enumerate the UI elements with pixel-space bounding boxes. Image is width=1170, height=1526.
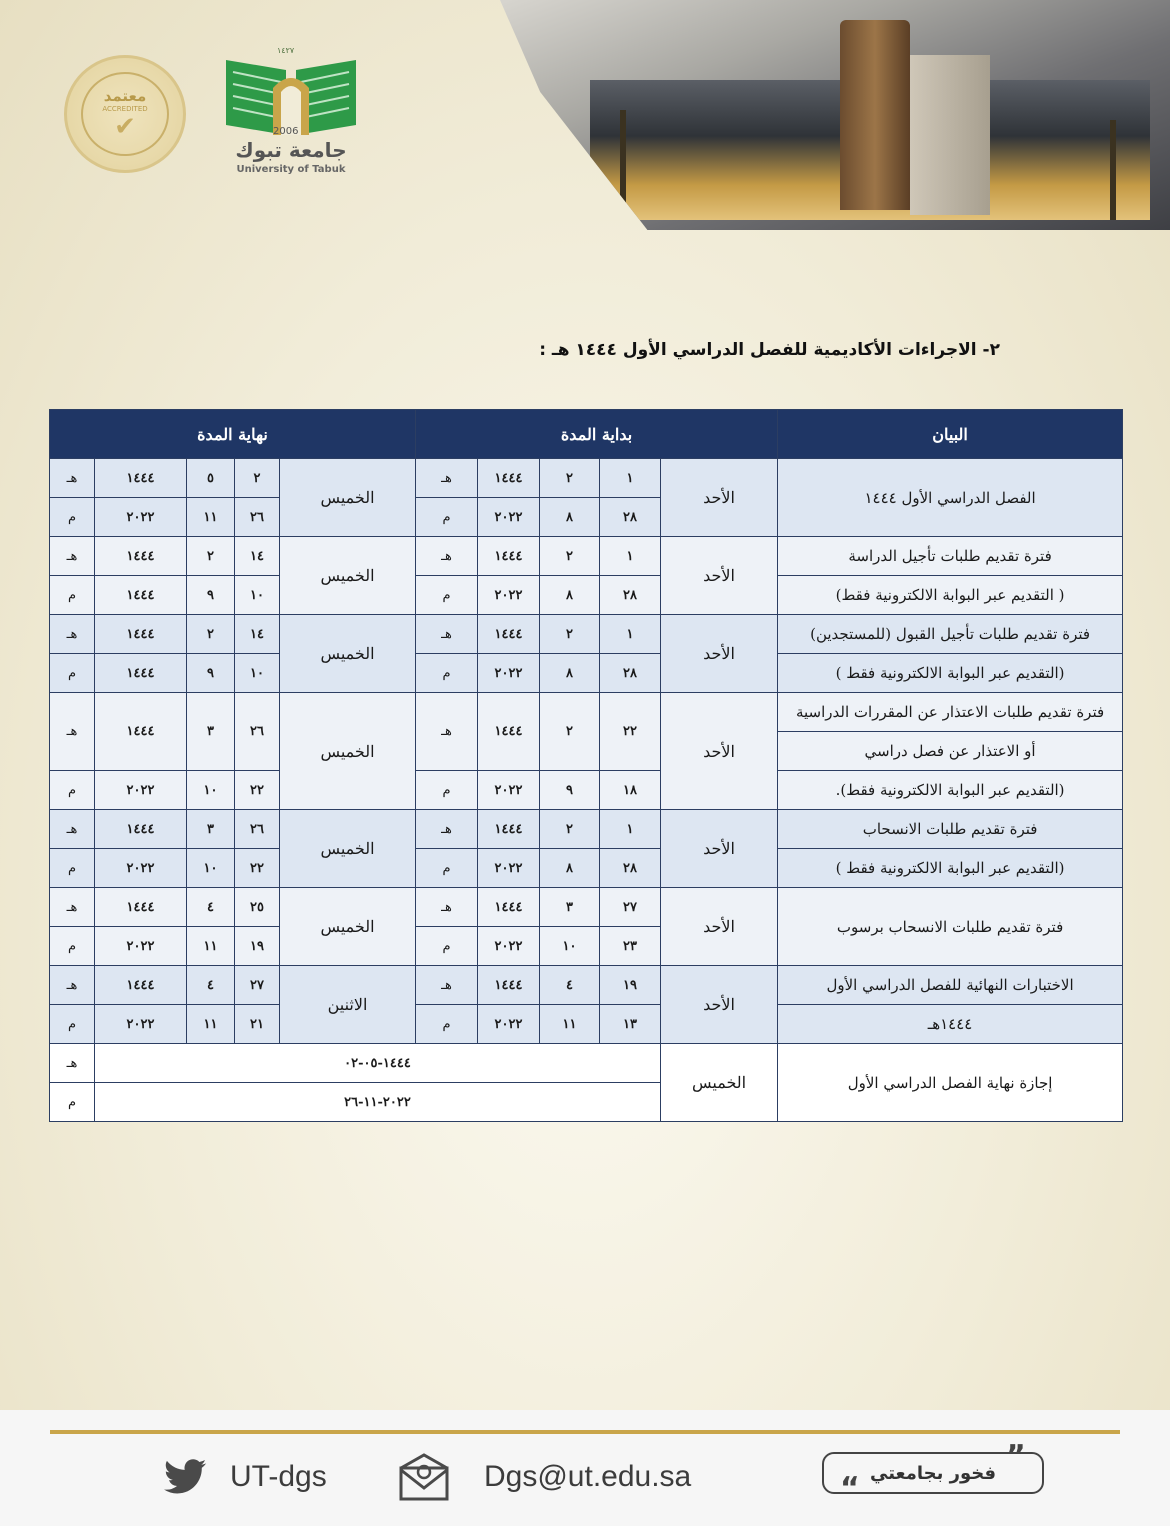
row-description: الفصل الدراسي الأول ١٤٤٤ [778,459,1123,537]
end-date-part: ٢٠٢٢ [95,1005,187,1044]
start-date-part: ٢٠٢٢ [478,576,540,615]
row-description-line: (التقديم عبر البوابة الالكترونية فقط ) [778,849,1123,888]
row-description-line: الاختبارات النهائية للفصل الدراسي الأول [778,966,1123,1005]
end-date-part: ٢ [187,537,235,576]
start-day: الأحد [661,966,778,1044]
start-date-part: ٨ [540,576,600,615]
end-calendar-unit: هـ [50,810,95,849]
campus-banner-image [500,0,1170,230]
row-description-line: (التقديم عبر البوابة الالكترونية فقط). [778,771,1123,810]
table-row [50,849,1123,888]
end-calendar-unit: م [50,771,95,810]
holiday-date: ٢٠٢٢-١١-٢٦ [95,1083,661,1122]
email-address: Dgs@ut.edu.sa [484,1460,692,1493]
university-logo [215,46,367,186]
end-date-part: ٢٠٢٢ [95,498,187,537]
start-date-part: ١٤٤٤ [478,810,540,849]
start-date-part: ٢٠٢٢ [478,849,540,888]
start-calendar-unit: هـ [416,615,478,654]
open-quote-icon: ” [1006,1439,1026,1474]
end-date-part: ٢٦ [235,498,280,537]
check-icon: ✔ [114,112,136,142]
start-calendar-unit: م [416,927,478,966]
end-date-part: ٢٢ [235,771,280,810]
start-date-part: ١٤٤٤ [478,459,540,498]
end-date-part: ١١ [187,498,235,537]
accreditation-word-ar: معتمد [103,87,147,105]
palm-tree [620,110,626,220]
start-date-part: ١ [600,615,661,654]
start-date-part: ٤ [540,966,600,1005]
start-date-part: ١٨ [600,771,661,810]
end-date-part: ٤ [187,888,235,927]
end-date-part: ١٠ [187,849,235,888]
start-date-part: ٢٨ [600,849,661,888]
twitter-contact[interactable] [160,1452,327,1502]
end-calendar-unit: م [50,654,95,693]
start-day: الأحد [661,888,778,966]
start-date-part: ٢ [540,459,600,498]
end-calendar-unit: م [50,849,95,888]
start-date-part: ٢ [540,537,600,576]
start-day: الأحد [661,615,778,693]
end-date-part: ٢٥ [235,888,280,927]
row-description-line: (التقديم عبر البوابة الالكترونية فقط ) [778,654,1123,693]
start-calendar-unit: م [416,576,478,615]
start-date-part: ٢٢ [600,693,661,771]
start-day: الأحد [661,459,778,537]
twitter-bird-icon [160,1455,212,1499]
accreditation-word-en: ACCREDITED [102,105,148,113]
university-name-ar: جامعة تبوك [235,138,347,162]
start-calendar-unit: هـ [416,459,478,498]
end-day: الخميس [280,810,416,888]
row-description-line: ١٤٤٤هـ [778,1005,1123,1044]
university-name-en: University of Tabuk [236,164,346,175]
end-calendar-unit: م [50,927,95,966]
start-date-part: ٢٠٢٢ [478,654,540,693]
end-calendar-unit: م [50,576,95,615]
footer-divider [50,1430,1120,1434]
start-calendar-unit: م [416,849,478,888]
start-date-part: ١٤٤٤ [478,537,540,576]
end-date-part: ١٤٤٤ [95,888,187,927]
end-date-part: ٢٠٢٢ [95,771,187,810]
end-date-part: ١٤٤٤ [95,615,187,654]
end-calendar-unit: م [50,1005,95,1044]
palm-tree [1110,120,1116,220]
end-calendar-unit: هـ [50,888,95,927]
start-date-part: ٣ [540,888,600,927]
holiday-description: إجازة نهاية الفصل الدراسي الأول [778,1044,1123,1122]
start-calendar-unit: م [416,1005,478,1044]
end-calendar-unit: هـ [50,693,95,771]
row-description-line: فترة تقديم طلبات تأجيل القبول (للمستجدين) [778,615,1123,654]
mail-icon [398,1452,450,1502]
end-calendar-unit: هـ [50,459,95,498]
accreditation-seal [64,55,186,173]
end-date-part: ٢٠٢٢ [95,849,187,888]
start-date-part: ١ [600,810,661,849]
end-date-part: ١٤٤٤ [95,810,187,849]
end-date-part: ١٤٤٤ [95,459,187,498]
start-calendar-unit: م [416,654,478,693]
end-date-part: ١٠ [235,576,280,615]
start-date-part: ١٩ [600,966,661,1005]
start-date-part: ٢٨ [600,498,661,537]
end-date-part: ٢١ [235,1005,280,1044]
academic-schedule-table [49,409,1123,1122]
page-footer [0,1410,1170,1526]
table-row [50,1005,1123,1044]
start-calendar-unit: هـ [416,810,478,849]
end-date-part: ١٤٤٤ [95,537,187,576]
end-date-part: ٢٠٢٢ [95,927,187,966]
row-description: فترة تقديم طلبات الانسحاب برسوب [778,888,1123,966]
start-calendar-unit: هـ [416,888,478,927]
end-date-part: ١٤ [235,615,280,654]
end-calendar-unit: هـ [50,537,95,576]
end-date-part: ٢٦ [235,693,280,771]
start-date-part: ٢ [540,693,600,771]
start-calendar-unit: هـ [416,693,478,771]
end-day: الخميس [280,537,416,615]
row-description-line: ( التقديم عبر البوابة الالكترونية فقط) [778,576,1123,615]
end-date-part: ٤ [187,966,235,1005]
start-date-part: ١٤٤٤ [478,966,540,1005]
start-date-part: ٢٨ [600,576,661,615]
end-date-part: ١٤٤٤ [95,966,187,1005]
table-row [50,888,1123,927]
start-date-part: ٢٧ [600,888,661,927]
slogan-text: فخور بجامعتي [869,1462,997,1484]
end-calendar-unit: هـ [50,966,95,1005]
table-row [50,771,1123,810]
end-date-part: ٩ [187,654,235,693]
start-date-part: ١ [600,459,661,498]
end-calendar-unit: م [50,498,95,537]
row-description-line: فترة تقديم طلبات الانسحاب [778,810,1123,849]
header-end-period: نهاية المدة [50,410,416,459]
start-date-part: ٢٠٢٢ [478,927,540,966]
end-day: الخميس [280,693,416,810]
start-date-part: ٢ [540,615,600,654]
start-date-part: ٢٠٢٢ [478,1005,540,1044]
end-date-part: ٣ [187,693,235,771]
email-contact[interactable] [398,1452,691,1502]
end-date-part: ٥ [187,459,235,498]
start-calendar-unit: هـ [416,537,478,576]
end-date-part: ٢ [235,459,280,498]
university-year: 2006 [273,126,299,137]
end-calendar-unit: هـ [50,615,95,654]
section-title: ٢- الاجراءات الأكاديمية للفصل الدراسي الأول ١٤٤٤ هـ : [539,340,1000,360]
start-date-part: ٢٠٢٢ [478,771,540,810]
end-date-part: ٢٦ [235,810,280,849]
start-date-part: ٢٨ [600,654,661,693]
start-date-part: ٢ [540,810,600,849]
end-date-part: ١١ [187,1005,235,1044]
table-row [50,537,1123,576]
university-year-hijri: ١٤٢٧ [277,46,295,55]
open-book-gate-icon [221,50,361,135]
end-date-part: ٢٢ [235,849,280,888]
end-date-part: ١٤٤٤ [95,576,187,615]
table-row [50,1044,1123,1083]
end-date-part: ١٠ [187,771,235,810]
start-date-part: ٨ [540,498,600,537]
end-date-part: ١٠ [235,654,280,693]
start-date-part: ١١ [540,1005,600,1044]
holiday-calendar-unit: م [50,1083,95,1122]
table-row [50,576,1123,615]
table-header-row [50,410,1123,459]
table-row [50,810,1123,849]
header-start-period: بداية المدة [416,410,778,459]
start-day: الأحد [661,537,778,615]
start-date-part: ٨ [540,849,600,888]
start-date-part: ١٠ [540,927,600,966]
end-day: الخميس [280,459,416,537]
header-description: البيان [778,410,1123,459]
start-calendar-unit: م [416,498,478,537]
end-date-part: ١٤٤٤ [95,693,187,771]
end-day: الخميس [280,615,416,693]
start-date-part: ١ [600,537,661,576]
start-date-part: ١٤٤٤ [478,888,540,927]
table-row [50,615,1123,654]
end-date-part: ١٤ [235,537,280,576]
start-date-part: ١٣ [600,1005,661,1044]
end-date-part: ١٩ [235,927,280,966]
close-quote-icon: “ [840,1471,860,1506]
end-date-part: ٢٧ [235,966,280,1005]
row-description-line: فترة تقديم طلبات تأجيل الدراسة [778,537,1123,576]
holiday-date: ١٤٤٤-٠٥-٠٢ [95,1044,661,1083]
start-calendar-unit: م [416,771,478,810]
holiday-calendar-unit: هـ [50,1044,95,1083]
end-date-part: ٩ [187,576,235,615]
end-date-part: ٣ [187,810,235,849]
end-day: الاثنين [280,966,416,1044]
row-description-line: فترة تقديم طلبات الاعتذار عن المقررات الدراسية [778,693,1123,732]
start-day: الأحد [661,693,778,810]
table-row [50,966,1123,1005]
start-date-part: ٩ [540,771,600,810]
start-date-part: ١٤٤٤ [478,693,540,771]
start-day: الأحد [661,810,778,888]
twitter-handle: UT-dgs [230,1460,327,1493]
campus-tower [840,20,910,210]
end-day: الخميس [280,888,416,966]
end-date-part: ٢ [187,615,235,654]
table-row [50,693,1123,732]
table-row [50,654,1123,693]
start-date-part: ٢٠٢٢ [478,498,540,537]
start-date-part: ٨ [540,654,600,693]
holiday-day: الخميس [661,1044,778,1122]
end-date-part: ١١ [187,927,235,966]
campus-tower-secondary [910,55,990,215]
end-date-part: ١٤٤٤ [95,654,187,693]
start-calendar-unit: هـ [416,966,478,1005]
start-date-part: ٢٣ [600,927,661,966]
table-row [50,459,1123,498]
start-date-part: ١٤٤٤ [478,615,540,654]
row-description-line: أو الاعتذار عن فصل دراسي [778,732,1123,771]
